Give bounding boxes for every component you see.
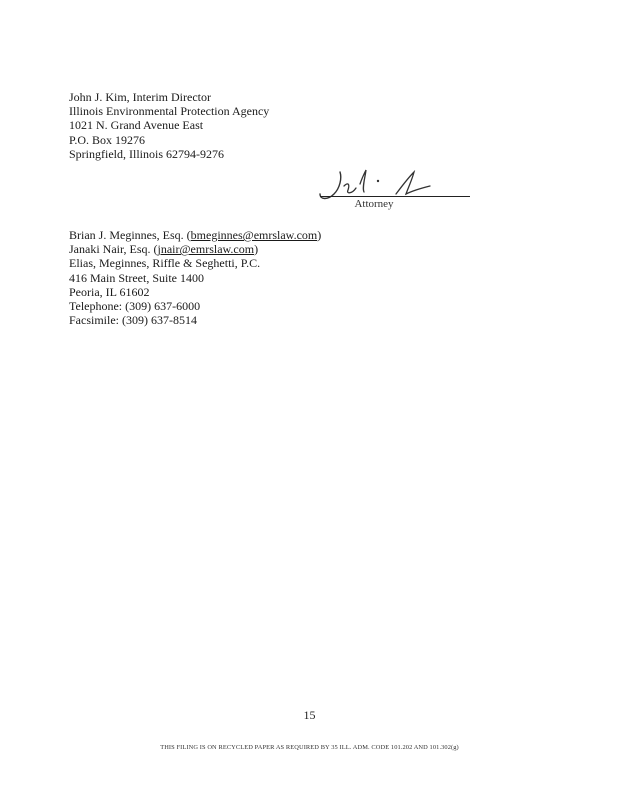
recipient-street: 1021 N. Grand Avenue East [69,118,204,133]
recipient-address-block [69,90,269,161]
recycled-paper-notice: THIS FILING IS ON RECYCLED PAPER AS REQUIRED BY 35 ILL. ADM. CODE 101.202 AND 101.302(g) [160,744,459,751]
signature-line [320,196,470,197]
counsel-meginnes: Brian J. Meginnes, Esq. (bmeginnes@emrslaw.com) [69,228,322,242]
page-number: 15 [303,708,316,722]
counsel-contact-block [69,228,321,327]
counsel-city: Peoria, IL 61602 [69,284,150,299]
counsel-facsimile: Facsimile: (309) 637-8514 [69,313,197,328]
recipient-city: Springfield, Illinois 62794-9276 [69,146,224,161]
recipient-name: John J. Kim, Interim Director [69,90,211,104]
email-link-nair[interactable]: jnair@emrslaw.com [157,242,255,257]
counsel-telephone: Telephone: (309) 637-6000 [69,299,201,314]
recipient-agency: Illinois Environmental Protection Agency [69,104,270,119]
email-link-meginnes[interactable]: bmeginnes@emrslaw.com [190,228,318,242]
counsel-street: 416 Main Street, Suite 1400 [69,270,204,285]
signature-caption: Attorney [354,198,394,210]
counsel-firm: Elias, Meginnes, Riffle & Seghetti, P.C. [69,256,261,271]
signature-block [316,164,472,216]
counsel-nair: Janaki Nair, Esq. (jnair@emrslaw.com) [69,242,259,257]
recipient-po-box: P.O. Box 19276 [69,132,146,147]
